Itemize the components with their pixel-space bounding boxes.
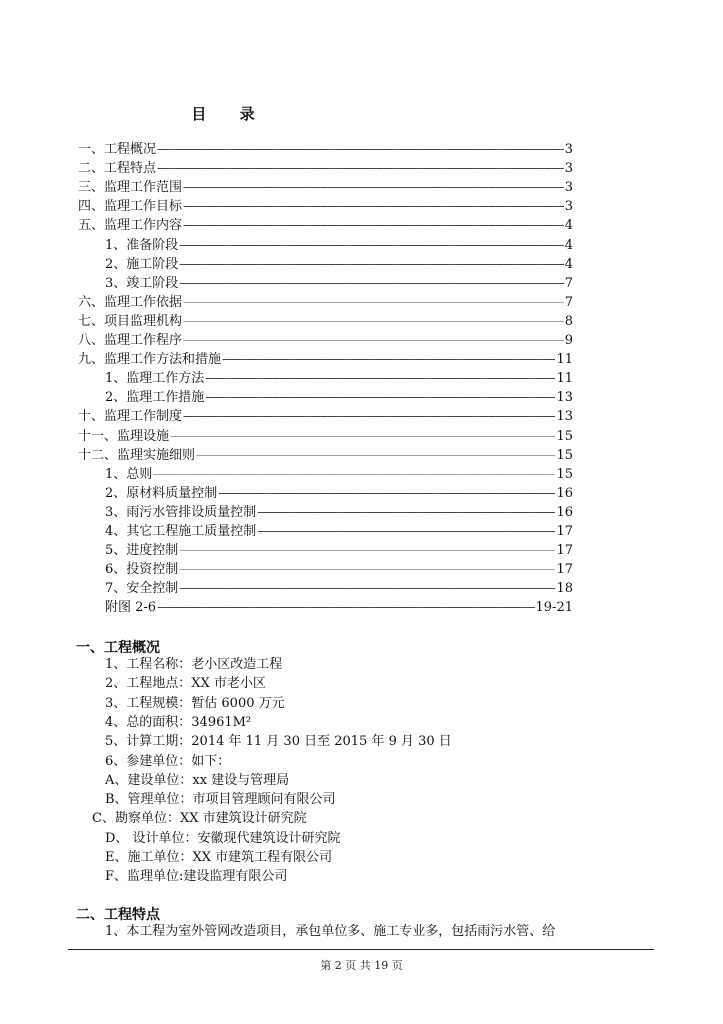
toc-dot-leader xyxy=(183,331,564,349)
toc-entry xyxy=(105,541,573,559)
toc-entry-page: 17 xyxy=(556,524,573,539)
toc-dot-leader xyxy=(205,388,555,406)
toc-entry-page: 16 xyxy=(556,504,573,520)
overview-line: D、 设计单位：安徽现代建筑设计研究院 xyxy=(105,830,341,846)
toc-dot-leader xyxy=(179,255,563,273)
toc-entry xyxy=(78,216,573,234)
section-heading-overview: 一、工程概况 xyxy=(76,640,160,656)
toc-entry-page: 11 xyxy=(556,371,573,387)
page-footer: 第 2 页 共 19 页 xyxy=(320,959,403,972)
toc-entry-label: 2、监理工作措施 xyxy=(105,390,205,406)
toc-dot-leader xyxy=(257,522,555,540)
toc-entry-page: 4 xyxy=(564,218,573,234)
toc-entry-page: 15 xyxy=(556,466,573,482)
toc-entry-page: 15 xyxy=(556,447,573,463)
toc-entry xyxy=(105,255,573,273)
toc-entry-page: 17 xyxy=(556,562,573,578)
toc-entry xyxy=(105,598,573,616)
toc-entry-page: 4 xyxy=(564,237,573,253)
toc-entry-label: 3、雨污水管排设质量控制 xyxy=(105,504,257,520)
toc-dot-leader xyxy=(157,140,564,158)
toc-entry xyxy=(78,293,573,311)
toc-entry xyxy=(105,579,573,597)
toc-dot-leader xyxy=(183,312,564,330)
toc-entry-page: 3 xyxy=(564,142,573,157)
toc-dot-leader xyxy=(179,579,555,597)
toc-dot-leader xyxy=(183,407,555,425)
toc-entry xyxy=(105,484,573,502)
toc-entry-page: 18 xyxy=(556,581,573,597)
toc-entry xyxy=(105,236,573,254)
toc-entry-label: 3、竣工阶段 xyxy=(105,275,179,291)
toc-entry xyxy=(105,560,573,578)
toc-entry-label: 1、监理工作方法 xyxy=(105,371,205,387)
toc-entry-label: 7、安全控制 xyxy=(105,581,179,597)
toc-entry-label: 八、监理工作程序 xyxy=(78,333,183,348)
overview-line: 5、计算工期：2014 年 11 月 30 日至 2015 年 9 月 30 日 xyxy=(105,734,452,750)
toc-entry-page: 19-21 xyxy=(535,600,573,616)
toc-entry-page: 13 xyxy=(556,409,573,425)
toc-entry xyxy=(78,159,573,177)
toc-dot-leader xyxy=(196,446,555,464)
toc-entry-page: 16 xyxy=(556,485,573,501)
toc-entry xyxy=(105,274,573,292)
toc-dot-leader xyxy=(183,178,564,196)
toc-entry xyxy=(105,522,573,540)
toc-dot-leader xyxy=(218,484,555,502)
toc-entry xyxy=(78,427,573,445)
toc-entry xyxy=(78,140,573,158)
overview-line: A、建设单位：xx 建设与管理局 xyxy=(105,772,290,788)
overview-line: C、勘察单位：XX 市建筑设计研究院 xyxy=(92,811,307,827)
overview-line: 2、工程地点：XX 市老小区 xyxy=(105,676,266,692)
toc-entry-label: 七、项目监理机构 xyxy=(78,313,183,329)
toc-entry xyxy=(78,178,573,196)
toc-dot-leader xyxy=(170,427,555,445)
toc-dot-leader xyxy=(222,350,555,368)
toc-entry xyxy=(105,465,573,483)
toc-entry-label: 2、原材料质量控制 xyxy=(105,485,218,501)
toc-entry-page: 3 xyxy=(564,161,573,177)
overview-line: B、管理单位：市项目管理顾问有限公司 xyxy=(105,792,336,808)
toc-dot-leader xyxy=(179,274,563,292)
toc-dot-leader xyxy=(179,236,563,254)
toc-entry-page: 3 xyxy=(564,199,573,215)
toc-entry-page: 9 xyxy=(564,333,573,348)
toc-entry-label: 十一、监理设施 xyxy=(78,428,170,444)
toc-entry-page: 11 xyxy=(556,352,573,368)
toc-dot-leader xyxy=(183,197,564,215)
toc-entry-label: 二、工程特点 xyxy=(78,161,157,177)
toc-entry-page: 8 xyxy=(564,313,573,329)
toc-entry xyxy=(78,331,573,349)
toc-dot-leader xyxy=(157,598,534,616)
toc-entry xyxy=(78,407,573,425)
overview-line: 3、工程规模：暂估 6000 万元 xyxy=(105,695,285,711)
toc-dot-leader xyxy=(205,369,555,387)
toc-dot-leader xyxy=(157,159,564,177)
toc-entry-label: 附图 2-6 xyxy=(105,600,157,616)
overview-line: 4、总的面积：34961M² xyxy=(105,714,252,730)
toc-entry-label: 4、其它工程施工质量控制 xyxy=(105,524,257,539)
toc-entry-label: 2、施工阶段 xyxy=(105,256,179,272)
toc-entry-label: 四、监理工作目标 xyxy=(78,199,183,215)
overview-line: F、监理单位:建设监理有限公司 xyxy=(105,869,288,885)
section-heading-features: 二、工程特点 xyxy=(76,907,160,923)
toc-dot-leader xyxy=(183,216,564,234)
toc-entry-page: 15 xyxy=(556,428,573,444)
toc-entry xyxy=(105,369,573,387)
toc-entry-label: 十二、监理实施细则 xyxy=(78,447,196,463)
toc-entry xyxy=(78,312,573,330)
toc-entry-page: 3 xyxy=(564,180,573,196)
toc-entry xyxy=(105,388,573,406)
footer-divider xyxy=(68,949,654,950)
overview-line: E、施工单位：XX 市建筑工程有限公司 xyxy=(105,850,333,865)
toc-dot-leader xyxy=(183,293,564,311)
toc-dot-leader xyxy=(153,465,555,483)
toc-entry-label: 五、监理工作内容 xyxy=(78,218,183,234)
toc-entry-page: 17 xyxy=(556,543,573,559)
toc-entry-label: 一、工程概况 xyxy=(78,142,157,157)
overview-line: 1、工程名称：老小区改造工程 xyxy=(105,657,283,672)
toc-dot-leader xyxy=(179,541,555,559)
toc-title: 目 录 xyxy=(191,105,269,123)
toc-entry-page: 4 xyxy=(564,256,573,272)
toc-entry xyxy=(78,197,573,215)
toc-entry-page: 7 xyxy=(564,294,573,310)
overview-line: 6、参建单位：如下： xyxy=(105,753,231,769)
toc-entry-label: 十、监理工作制度 xyxy=(78,409,183,425)
toc-entry-label: 6、投资控制 xyxy=(105,562,179,578)
features-line: 1、本工程为室外管网改造项目，承包单位多、施工专业多，包括雨污水管、给 xyxy=(105,924,556,939)
toc-entry-label: 5、进度控制 xyxy=(105,543,179,559)
toc-entry-label: 1、准备阶段 xyxy=(105,237,179,253)
toc-entry-label: 九、监理工作方法和措施 xyxy=(78,352,222,368)
toc-entry-page: 13 xyxy=(556,390,573,406)
toc-entry-label: 三、监理工作范围 xyxy=(78,180,183,196)
toc-entry-page: 7 xyxy=(564,275,573,291)
toc-entry xyxy=(78,350,573,368)
toc-entry xyxy=(105,503,573,521)
toc-dot-leader xyxy=(179,560,555,578)
toc-entry-label: 1、总则 xyxy=(105,466,153,482)
toc-entry xyxy=(78,446,573,464)
toc-entry-label: 六、监理工作依据 xyxy=(78,294,183,310)
toc-dot-leader xyxy=(257,503,555,521)
